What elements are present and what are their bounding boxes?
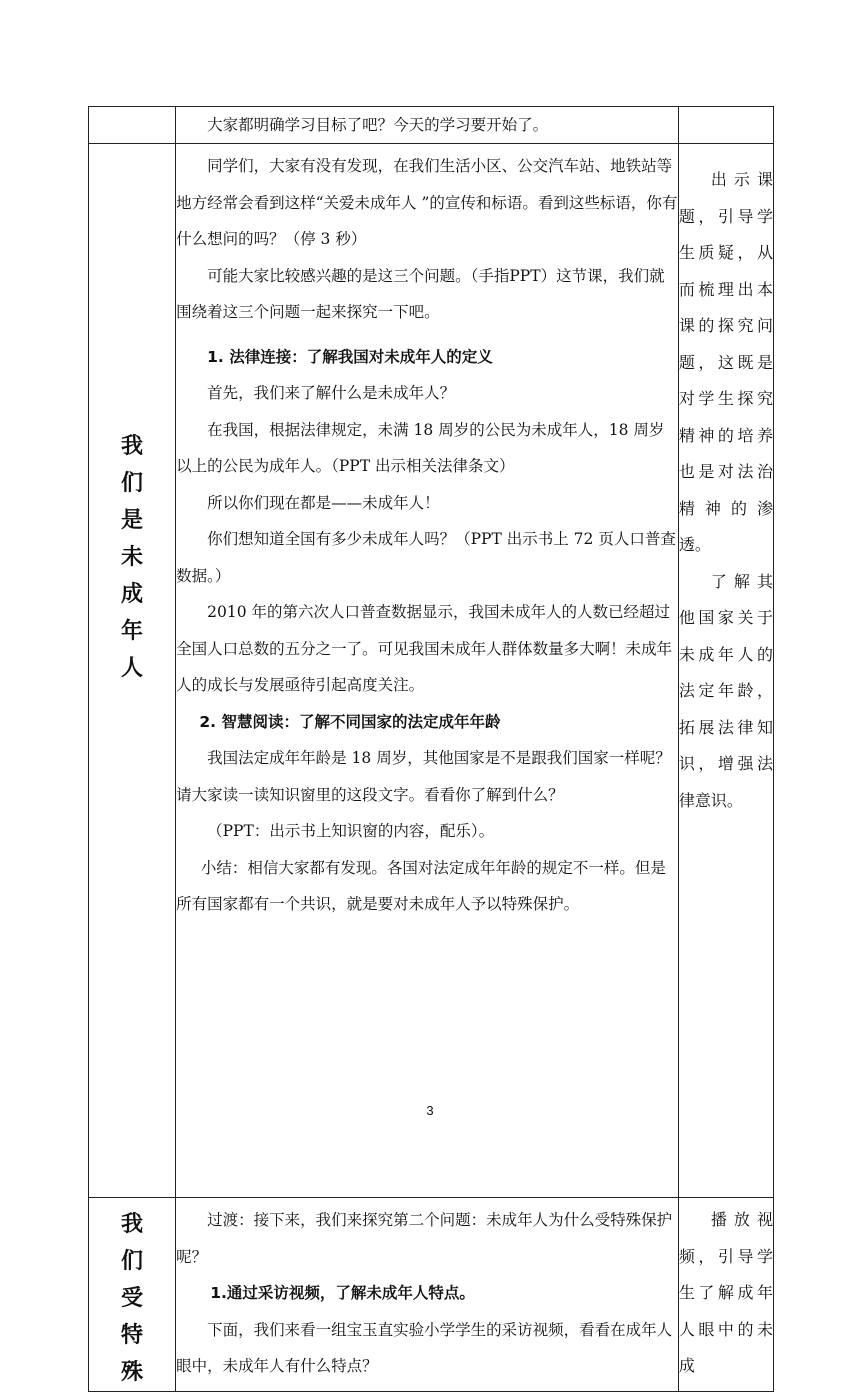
- label-char: 殊: [121, 1360, 144, 1385]
- page-number: 3: [426, 1103, 434, 1118]
- label-cell: [89, 107, 176, 144]
- paragraph: 下面，我们来看一组宝玉直实验小学学生的采访视频，看看在成年人眼中，未成年人有什么特点？: [176, 1320, 673, 1375]
- lesson-plan-table: [88, 106, 774, 1392]
- section-heading: 1.通过采访视频，了解未成年人特点。: [210, 1284, 475, 1302]
- paragraph: 2010 年的第六次人口普查数据显示，我国未成年人的人数已经超过全国人口总数的五分之一了。可见我国未成年人群体数量多大啊！未成年人的成长与发展亟待引起高度关注。: [176, 603, 673, 694]
- table-row: [89, 144, 774, 1198]
- note-text: 了解其他国家关于未成年人的法定年龄，拓展法律知识，增强法律意识。: [678, 571, 773, 810]
- section-heading: 2. 智慧阅读：了解不同国家的法定成年年龄: [199, 712, 501, 731]
- note-text: 播放视频，引导学生了解成年人眼中的未成: [678, 1210, 773, 1375]
- table-row: [89, 1198, 774, 1392]
- paragraph: 大家都明确学习目标了吧？今天的学习要开始了。: [207, 116, 549, 134]
- label-char: 人: [121, 656, 144, 681]
- paragraph: 同学们，大家有没有发现，在我们生活小区、公交汽车站、地铁站等地方经常会看到这样“关爱未成年人 ”的宣传和标语。看到这些标语，你有什么想问的吗？（停 3 秒）: [176, 157, 678, 248]
- label-char: 们: [121, 1249, 144, 1274]
- note-cell: [678, 144, 773, 1198]
- label-char: 未: [121, 545, 144, 570]
- section-label-we-are-minors: [89, 144, 176, 1198]
- note-cell: [678, 107, 773, 144]
- table-row: [89, 107, 774, 144]
- section-label-special-protection: [89, 1198, 176, 1392]
- label-char: 我: [121, 1212, 144, 1237]
- paragraph: （PPT：出示书上知识窗的内容，配乐）。: [207, 822, 495, 840]
- paragraph: 所以你们现在都是——未成年人！: [207, 493, 440, 512]
- label-char: 受: [121, 1286, 144, 1311]
- content-cell: [176, 144, 679, 1198]
- note-cell: [678, 1198, 773, 1392]
- label-char: 是: [121, 508, 144, 533]
- paragraph: 可能大家比较感兴趣的是这三个问题。（手指PPT）这节课，我们就围绕着这三个问题一起来探究一下吧。: [176, 266, 665, 321]
- label-char: 们: [121, 471, 144, 496]
- content-cell: [176, 107, 679, 144]
- paragraph: 首先，我们来了解什么是未成年人？: [207, 384, 456, 402]
- paragraph: 我国法定成年年龄是 18 周岁，其他国家是不是跟我们国家一样呢？请大家读一读知识窗里的这段文字。看看你了解到什么？: [176, 749, 671, 804]
- label-char: 年: [121, 619, 144, 644]
- paragraph: 在我国，根据法律规定，未满 18 周岁的公民为未成年人，18 周岁以上的公民为成年人。（PPT 出示相关法律条文）: [176, 420, 665, 475]
- note-text: 出示课题，引导学生质疑，从而梳理出本课的探究问题，这既是对学生探究精神的培养也是对法治精神的渗透。: [678, 170, 773, 554]
- content-cell: [176, 1198, 679, 1392]
- label-char: 特: [121, 1323, 144, 1348]
- section-heading: 1. 法律连接：了解我国对未成年人的定义: [207, 347, 493, 366]
- paragraph: 小结：相信大家都有发现。各国对法定成年年龄的规定不一样。但是所有国家都有一个共识，就是要对未成年人予以特殊保护。: [176, 858, 666, 913]
- label-char: 我: [121, 434, 144, 459]
- paragraph: 你们想知道全国有多少未成年人吗？（PPT 出示书上 72 页人口普查数据。）: [176, 530, 676, 585]
- paragraph: 过渡：接下来，我们来探究第二个问题：未成年人为什么受特殊保护呢？: [176, 1211, 673, 1266]
- label-char: 成: [121, 582, 144, 607]
